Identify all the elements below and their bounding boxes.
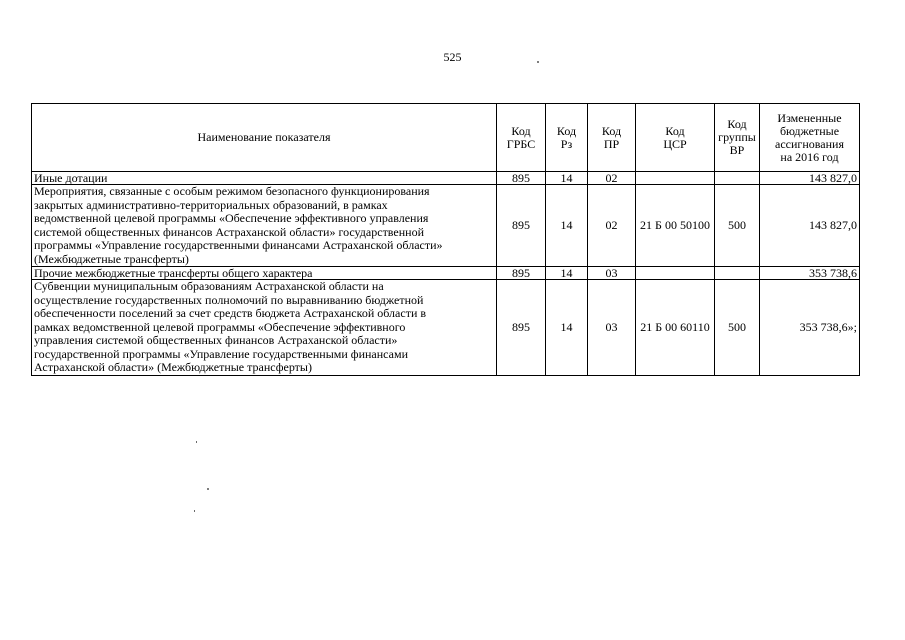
header-csr: Код ЦСР [636,104,715,172]
row-grbs: 895 [497,267,546,280]
header-pr: Код ПР [588,104,636,172]
row-rz: 14 [546,172,588,185]
row-csr: 21 Б 00 50100 [636,185,715,267]
row-csr: 21 Б 00 60110 [636,280,715,376]
row-amount: 353 738,6»; [760,280,860,376]
row-name: Прочие межбюджетные трансферты общего характера [32,267,497,280]
row-amount: 143 827,0 [760,185,860,267]
scan-speck [537,61,539,63]
row-vr: 500 [715,280,760,376]
header-grbs: Код ГРБС [497,104,546,172]
scan-speck [194,510,195,512]
row-vr [715,267,760,280]
budget-table [31,103,860,376]
row-grbs: 895 [497,280,546,376]
row-name: Субвенции муниципальным образованиям Астраханской области на осуществление государственных полномочий по выравниванию бюджетной обеспеченности поселений за счет средств бюджета Астраханской области в рамках ведомственной целевой программы «Обеспечение эффективного управления системой общественных финансов Астраханской области» государственной программы «Управление государственными финансами Астраханской области» (Межбюджетные трансферты) [32,280,497,376]
row-pr: 03 [588,280,636,376]
row-name: Иные дотации [32,172,497,185]
header-row [32,104,860,172]
row-grbs: 895 [497,172,546,185]
row-csr [636,172,715,185]
row-rz: 14 [546,267,588,280]
row-rz: 14 [546,280,588,376]
row-amount: 143 827,0 [760,172,860,185]
row-grbs: 895 [497,185,546,267]
header-vr: Код группы ВР [715,104,760,172]
header-rz: Код Рз [546,104,588,172]
scan-speck [196,441,197,443]
row-amount: 353 738,6 [760,267,860,280]
header-amount: Измененные бюджетные ассигнования на 2016 год [760,104,860,172]
row-csr [636,267,715,280]
row-vr [715,172,760,185]
table-row [32,185,860,267]
row-pr: 02 [588,185,636,267]
row-pr: 02 [588,172,636,185]
page-number: 525 [443,50,462,64]
scan-speck [207,488,209,490]
header-name: Наименование показателя [32,104,497,172]
table-row [32,280,860,376]
row-name: Мероприятия, связанные с особым режимом безопасного функционирования закрытых административно-территориальных образований, в рамках ведомственной целевой программы «Обеспечение эффективного управления системой общественных финансов Астраханской области» государственной программы «Управление государственными финансами Астраханской области» (Межбюджетные трансферты) [32,185,497,267]
table-row [32,172,860,185]
row-vr: 500 [715,185,760,267]
row-rz: 14 [546,185,588,267]
table-row [32,267,860,280]
row-pr: 03 [588,267,636,280]
